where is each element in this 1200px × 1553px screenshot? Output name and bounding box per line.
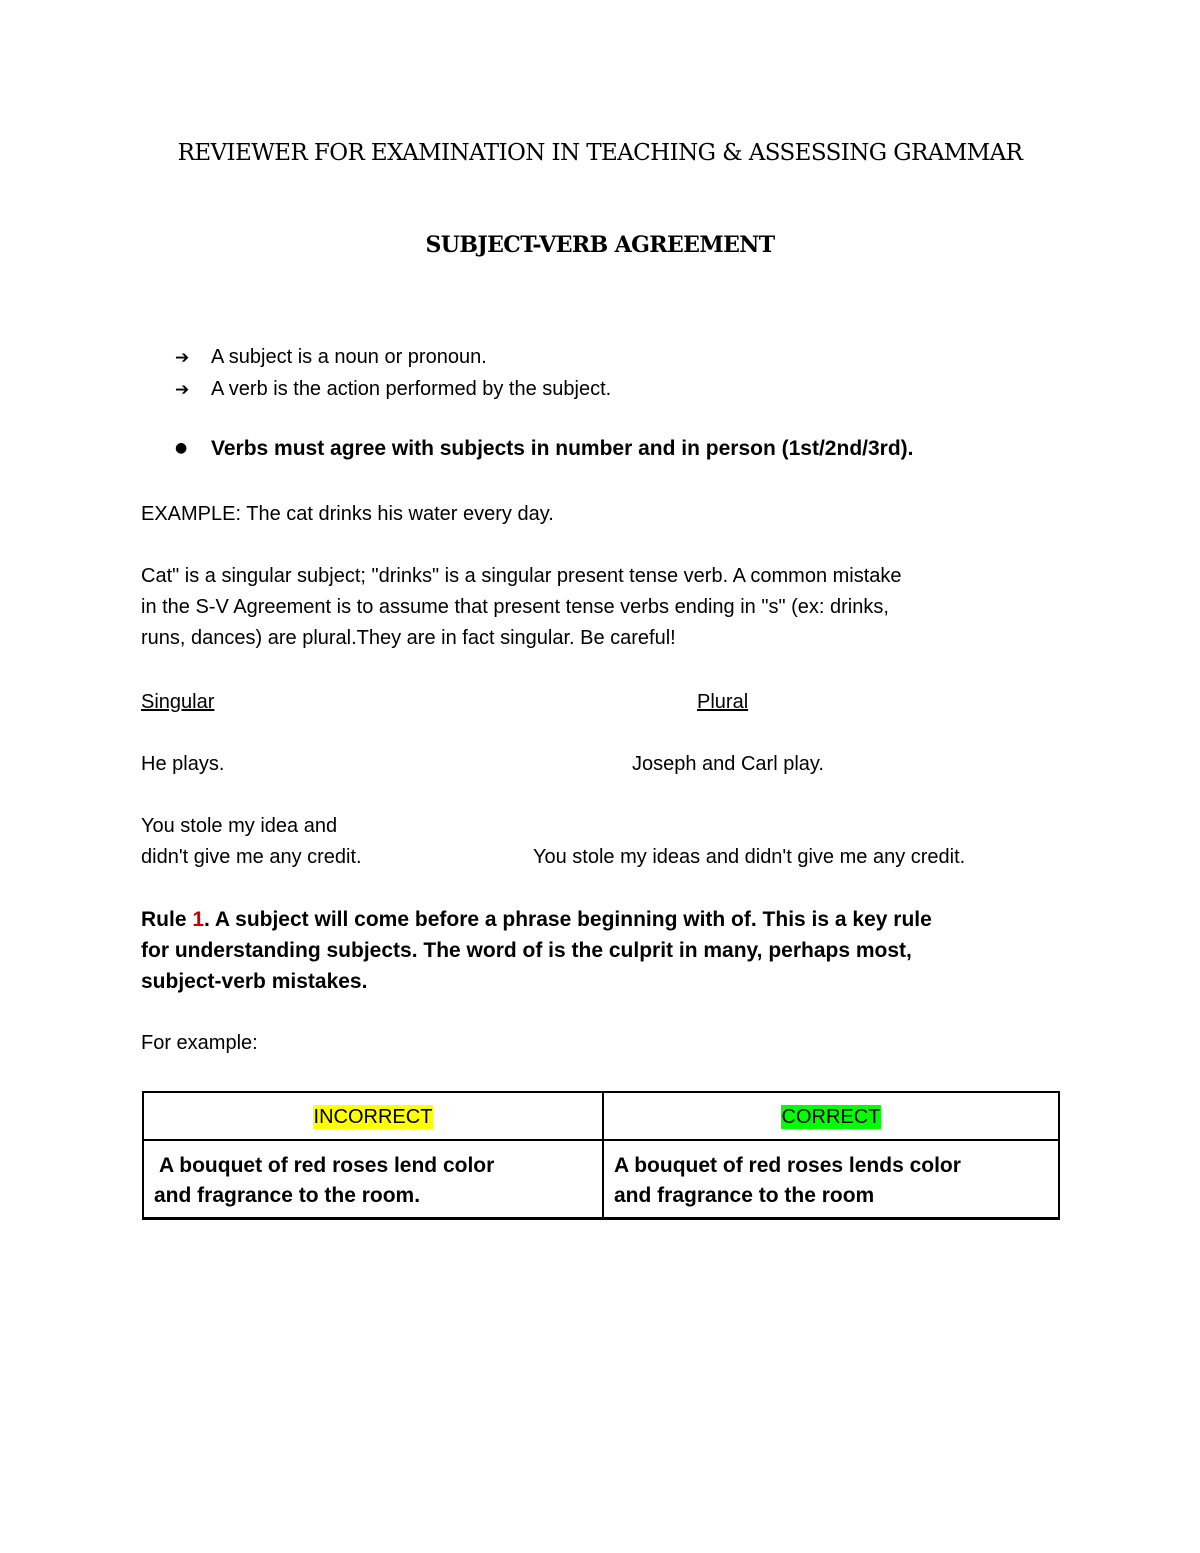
cell-line: A bouquet of red roses lends color [614,1154,961,1177]
cell-line: A bouquet of red roses lend color [154,1154,495,1177]
rule-number: 1 [192,908,205,931]
table-row [143,1140,1059,1218]
list-item-text: A verb is the action performed by the subject. [211,378,612,400]
rule-statement [141,904,932,997]
singular-example [141,811,362,873]
key-point-text: Verbs must agree with subjects in number and in person (1st/2nd/3rd). [211,437,914,460]
plural-example: Joseph and Carl play. [632,753,824,775]
explanation-paragraph [141,561,902,654]
comparison-table [142,1091,1060,1220]
incorrect-header-cell [143,1092,603,1140]
paragraph-line: runs, dances) are plural.They are in fact singular. Be careful! [141,627,676,649]
plural-example: You stole my ideas and didn't give me any credit. [533,846,966,868]
correct-header-cell [603,1092,1059,1140]
incorrect-sentence-cell [143,1140,603,1218]
bullet-dot-icon: ● [175,440,188,456]
right-arrow-icon: ➔ [175,380,190,400]
incorrect-header: INCORRECT [313,1106,433,1128]
cell-line: and fragrance to the room. [154,1184,421,1207]
rule-text: . A subject will come before a phrase beginning with of. This is a key rule [204,908,932,931]
correct-header: CORRECT [781,1106,881,1128]
paragraph-line: Cat" is a singular subject; "drinks" is a singular present tense verb. A common mistake [141,565,902,587]
singular-column-heading: Singular [141,691,215,713]
example-line: You stole my idea and [141,815,338,837]
table-header-row [143,1092,1059,1140]
section-heading: SUBJECT-VERB AGREEMENT [425,232,775,258]
cell-line: and fragrance to the room [614,1184,875,1207]
plural-column-heading: Plural [697,691,749,713]
list-item [175,374,611,406]
singular-example: He plays. [141,753,225,775]
correct-sentence-cell [603,1140,1059,1218]
rule-line: for understanding subjects. The word of is the culprit in many, perhaps most, [141,939,912,962]
list-item [175,342,611,374]
definition-list [175,342,611,406]
paragraph-line: in the S-V Agreement is to assume that present tense verbs ending in "s" (ex: drinks, [141,596,889,618]
right-arrow-icon: ➔ [175,348,190,368]
example-line: EXAMPLE: The cat drinks his water every day. [141,503,554,525]
rule-line [141,904,932,935]
document-title: REVIEWER FOR EXAMINATION IN TEACHING & ASSESSING GRAMMAR [177,140,1023,166]
for-example-label: For example: [141,1032,258,1054]
example-line: didn't give me any credit. [141,846,362,868]
key-point [175,437,914,461]
rule-label: Rule [141,908,193,931]
list-item-text: A subject is a noun or pronoun. [211,346,487,368]
rule-line: subject-verb mistakes. [141,970,368,993]
